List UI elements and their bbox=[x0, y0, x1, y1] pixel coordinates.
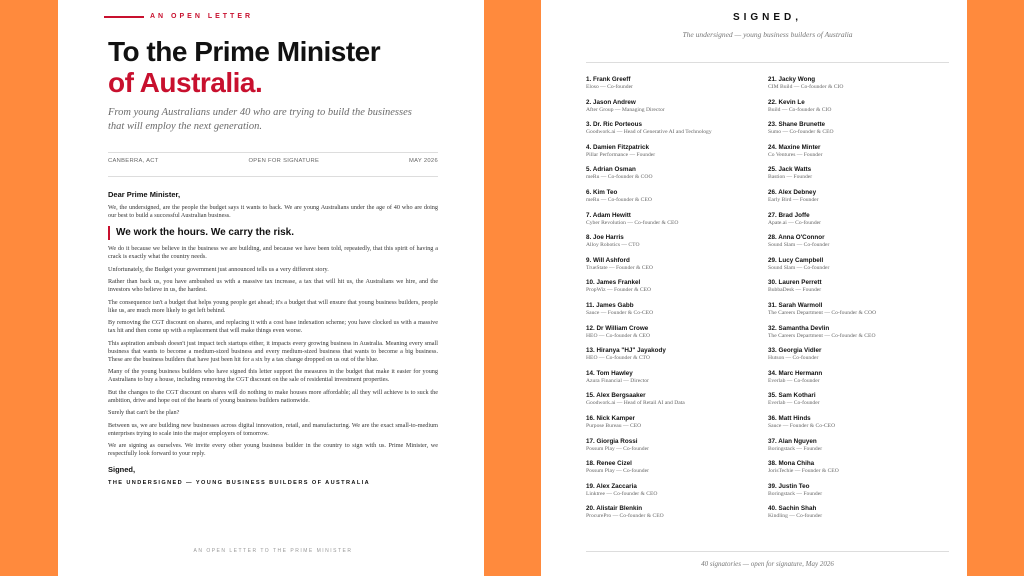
signatory-role: meRu — Co-founder & COO bbox=[586, 174, 653, 181]
signatory-entry bbox=[586, 460, 766, 483]
signatory-entry bbox=[586, 144, 766, 167]
signatory-role: Bastion — Founder bbox=[768, 174, 813, 181]
signatory-role: Azura Financial — Director bbox=[586, 377, 649, 384]
eyebrow-label: AN OPEN LETTER bbox=[150, 13, 254, 20]
signatory-entry bbox=[768, 144, 948, 167]
intro-paragraph: We, the undersigned, are the people the budget says it wants to back. We are young Australians under the age of 40 who are doing our best to build a successful Australian business. bbox=[108, 204, 438, 220]
signatory-entry bbox=[768, 76, 948, 99]
signatory-role: After Group — Managing Director bbox=[586, 106, 665, 113]
eyebrow bbox=[104, 13, 253, 20]
signatory-entry bbox=[586, 505, 766, 528]
signatory-name: 12. Dr William Crowe bbox=[586, 324, 649, 332]
signatory-entry bbox=[586, 234, 766, 257]
signatory-entry bbox=[768, 212, 948, 235]
title-line-2: of Australia. bbox=[108, 67, 263, 98]
signatory-entry bbox=[768, 370, 948, 393]
signatory-entry bbox=[586, 257, 766, 280]
signatory-role: Boringstack — Founder bbox=[768, 445, 823, 452]
signatories-footer: 40 signatories — open for signature, May 2026 bbox=[701, 560, 834, 568]
signatory-role: Co Ventures — Founder bbox=[768, 151, 823, 158]
signatory-name: 20. Alistair Blenkin bbox=[586, 505, 643, 513]
signatory-name: 38. Mona Chiha bbox=[768, 460, 815, 468]
signatory-entry bbox=[768, 166, 948, 189]
letter-meta bbox=[108, 158, 438, 164]
signatory-role: Goodwork.ai — Head of Retail AI and Data bbox=[586, 400, 685, 407]
body-paragraph: We do it because we believe in the business we are building, and because we have been told, repeatedly, that this spirit of having a crack is exactly what the country needs. bbox=[108, 245, 438, 261]
signatory-role: Everlab — Co-founder bbox=[768, 400, 820, 407]
signatory-name: 35. Sam Kothari bbox=[768, 392, 816, 400]
signatory-name: 4. Damien Fitzpatrick bbox=[586, 143, 649, 151]
signatory-entry bbox=[768, 121, 948, 144]
signatory-entry bbox=[768, 325, 948, 348]
signatory-role: Sauce — Founder & Co-CEO bbox=[768, 422, 836, 429]
signatory-role: HEO — Co-founder & CEO bbox=[586, 332, 651, 339]
signatory-name: 7. Adam Hewitt bbox=[586, 211, 631, 219]
signatories-column-2 bbox=[768, 76, 948, 528]
signatory-name: 34. Marc Hermann bbox=[768, 369, 823, 377]
signatory-role: PropWiz — Founder & CEO bbox=[586, 287, 652, 294]
signatory-name: 36. Matt Hinds bbox=[768, 414, 811, 422]
signatory-entry bbox=[768, 392, 948, 415]
signatories-title: SIGNED, bbox=[732, 12, 803, 23]
signatory-role: Eloso — Co-founder bbox=[586, 84, 633, 90]
signatory-name: 5. Adrian Osman bbox=[586, 166, 636, 174]
meta-divider-top bbox=[108, 152, 438, 153]
letter-body bbox=[108, 191, 438, 491]
body-paragraph: Surely that can't be the plan? bbox=[108, 409, 180, 417]
signatory-entry bbox=[586, 483, 766, 506]
body-paragraph: By removing the CGT discount on shares, and replacing it with a cost base indexation scheme; you have clocked us with a massive tax hit and then come up with a replacement that will make things even worse. bbox=[108, 319, 438, 335]
meta-date: MAY 2026 bbox=[409, 158, 438, 164]
signatory-entry bbox=[586, 189, 766, 212]
signatory-name: 27. Brad Joffe bbox=[768, 211, 810, 219]
signatory-name: 26. Alex Debney bbox=[768, 188, 817, 196]
title-line-1: To the Prime Minister bbox=[108, 36, 381, 67]
signatory-name: 33. Georgia Vidler bbox=[768, 347, 822, 355]
signatory-role: Everlab — Co-founder bbox=[768, 377, 820, 384]
body-paragraph: This aspiration ambush doesn't just impact tech startups either, it impacts every growing business in Australia. Meaning every small business that wants to become a medium-sized business and every medium-sized business that wants to become a big business. These are the business builders that have just been hit for a six by a tax change dropped on us out of the blue. bbox=[108, 339, 438, 363]
signatory-name: 24. Maxine Minter bbox=[768, 143, 821, 151]
signatory-name: 22. Kevin Le bbox=[768, 98, 805, 106]
signatory-entry bbox=[586, 76, 766, 99]
signatory-entry bbox=[768, 257, 948, 280]
signatory-entry bbox=[768, 302, 948, 325]
signatory-name: 29. Lucy Campbell bbox=[768, 256, 824, 264]
signatory-entry bbox=[768, 415, 948, 438]
signatory-name: 25. Jack Watts bbox=[768, 166, 812, 174]
signatory-role: The Careers Department — Co-founder & COO bbox=[768, 309, 877, 316]
signed-by: THE UNDERSIGNED — YOUNG BUSINESS BUILDERS OF AUSTRALIA bbox=[108, 479, 371, 486]
signatory-role: Early Bird — Founder bbox=[768, 196, 819, 203]
signatories-page bbox=[541, 0, 967, 576]
body-paragraph: Unfortunately, the Budget your government just announced tells us a very different story. bbox=[108, 265, 329, 273]
signatory-role: CIM Build — Co-founder & CIO bbox=[768, 84, 844, 90]
meta-status: OPEN FOR SIGNATURE bbox=[248, 158, 320, 164]
signatory-name: 1. Frank Greeff bbox=[586, 76, 631, 83]
signatory-name: 18. Renee Cizel bbox=[586, 460, 632, 468]
signatory-entry bbox=[586, 392, 766, 415]
signatory-entry bbox=[768, 347, 948, 370]
signatory-name: 11. James Gabb bbox=[586, 301, 634, 309]
signatory-name: 13. Hiranya "HJ" Jayakody bbox=[586, 347, 666, 355]
signatory-name: 2. Jason Andrew bbox=[586, 98, 636, 106]
signatory-entry bbox=[586, 279, 766, 302]
signatory-role: Sumo — Co-founder & CEO bbox=[768, 129, 834, 136]
signatory-role: The Careers Department — Co-founder & CEO bbox=[768, 332, 876, 339]
signatory-role: Possum Play — Co-founder bbox=[586, 445, 649, 452]
meta-divider-bottom bbox=[108, 176, 438, 177]
signatory-role: Possum Play — Co-founder bbox=[586, 468, 649, 475]
signatory-role: Alloy Robotics — CTO bbox=[586, 242, 640, 249]
signatory-entry bbox=[586, 121, 766, 144]
signatories-column-1 bbox=[586, 76, 766, 528]
signatory-entry bbox=[768, 189, 948, 212]
signatory-entry bbox=[586, 325, 766, 348]
signatory-name: 32. Samantha Devlin bbox=[768, 324, 830, 332]
signatory-entry bbox=[586, 99, 766, 122]
signatory-entry bbox=[768, 279, 948, 302]
body-paragraph: Many of the young business builders who have signed this letter support the measures in the budget that make it easier for young Australians to buy a house, including removing the CGT discount on the sale of residential investment properties. bbox=[108, 368, 438, 384]
signatory-name: 39. Justin Teo bbox=[768, 482, 810, 490]
signatory-role: JorisTechie — Founder & CEO bbox=[768, 468, 839, 475]
signatory-entry bbox=[586, 166, 766, 189]
signatory-name: 15. Alex Bergsaaker bbox=[586, 392, 646, 400]
signatory-name: 31. Sarah Warmoll bbox=[768, 301, 823, 309]
signatory-role: Purpose Bureau — CEO bbox=[586, 422, 642, 429]
signatory-name: 28. Anna O'Connor bbox=[768, 234, 825, 242]
body-paragraph: Rather than back us, you have ambushed us with a massive tax increase, a tax that will hit us, the Australians we hire, and the investors who believe in us, the hardest. bbox=[108, 278, 438, 294]
signatory-name: 30. Lauren Perrett bbox=[768, 279, 822, 287]
meta-location: CANBERRA, ACT bbox=[108, 158, 159, 164]
signatory-role: Sauce — Founder & Co-CEO bbox=[586, 309, 654, 316]
letter-title bbox=[108, 36, 380, 98]
signatory-name: 6. Kim Teo bbox=[586, 188, 618, 196]
signatory-entry bbox=[586, 347, 766, 370]
signatory-role: Kindling — Co-founder bbox=[768, 513, 823, 520]
signatory-entry bbox=[586, 212, 766, 235]
signatory-role: Sound Slam — Co-founder bbox=[768, 242, 830, 249]
signatory-role: TrueState — Founder & CEO bbox=[586, 264, 653, 271]
signatory-entry bbox=[768, 234, 948, 257]
eyebrow-rule bbox=[104, 16, 144, 18]
signatory-name: 8. Joe Harris bbox=[586, 234, 624, 242]
body-paragraph: Between us, we are building new businesses across digital innovation, retail, and manufacturing. We are the exact small-to-medium enterprises trying to scale into the major employers of tomorrow. bbox=[108, 421, 438, 437]
signatory-name: 9. Will Ashford bbox=[586, 256, 630, 264]
body-paragraph: But the changes to the CGT discount on shares will do nothing to make houses more affordable; all they will achieve is to suck the ambition, drive and hope out of the hearts of young business builders nationwide. bbox=[108, 388, 438, 404]
signatory-name: 3. Dr. Ric Porteous bbox=[586, 121, 642, 129]
signatory-entry bbox=[768, 99, 948, 122]
signatory-role: Boringstack — Founder bbox=[768, 490, 823, 497]
signatory-role: Linktree — Co-founder & CEO bbox=[586, 490, 658, 497]
body-paragraph: The consequence isn't a budget that helps young people get ahead; it's a budget that will ensure that young business builders, people like us, are much more likely to get left behind. bbox=[108, 298, 438, 314]
signatory-name: 17. Giorgia Rossi bbox=[586, 437, 638, 445]
signatory-entry bbox=[586, 302, 766, 325]
letter-page bbox=[58, 0, 484, 576]
signatory-name: 19. Alex Zaccaria bbox=[586, 482, 637, 490]
signatory-entry bbox=[768, 438, 948, 461]
signatory-entry bbox=[586, 415, 766, 438]
letter-subtitle: From young Australians under 40 who are trying to build the businesses that will employ the next generation. bbox=[108, 107, 412, 132]
signatory-entry bbox=[586, 370, 766, 393]
signatory-role: Hutson — Co-founder bbox=[768, 355, 819, 362]
signatory-name: 37. Alan Nguyen bbox=[768, 437, 817, 445]
signatory-role: Build — Co-founder & CIO bbox=[768, 106, 832, 113]
signatory-role: Apate.ai — Co-founder bbox=[768, 219, 821, 226]
signatory-name: 21. Jacky Wong bbox=[768, 76, 816, 83]
signatory-role: ProcurePro — Co-founder & CEO bbox=[586, 513, 664, 520]
signatory-entry bbox=[768, 460, 948, 483]
signatory-role: HEO — Co-founder & CTO bbox=[586, 355, 650, 362]
signatory-entry bbox=[586, 438, 766, 461]
pull-quote: We work the hours. We carry the risk. bbox=[108, 226, 438, 240]
salutation: Dear Prime Minister, bbox=[108, 190, 181, 199]
signatories-subtitle: The undersigned — young business builders of Australia bbox=[682, 30, 853, 39]
signatory-role: Pillar Performance — Founder bbox=[586, 151, 656, 158]
signatory-entry bbox=[768, 483, 948, 506]
signatory-role: Cyber Revolution — Co-founder & CEO bbox=[586, 219, 679, 226]
sign-off: Signed, bbox=[108, 465, 136, 475]
signatory-name: 10. James Frankel bbox=[586, 279, 641, 287]
signatory-entry bbox=[768, 505, 948, 528]
letter-footer: AN OPEN LETTER TO THE PRIME MINISTER bbox=[193, 548, 353, 554]
signatory-role: Sound Slam — Co-founder bbox=[768, 264, 830, 271]
body-paragraph: We are signing as ourselves. We invite every other young business builder in the country to sign with us. Prime Minister, we respectfully look forward to your reply. bbox=[108, 442, 438, 458]
signatory-role: Goodwork.ai — Head of Generative AI and Technology bbox=[586, 129, 712, 136]
signatory-name: 23. Shane Brunette bbox=[768, 121, 826, 129]
signatory-role: meRu — Co-founder & CEO bbox=[586, 196, 652, 203]
signatory-name: 14. Tom Hawley bbox=[586, 369, 633, 377]
signatories-divider-bottom bbox=[586, 551, 949, 552]
signatory-name: 40. Sachin Shah bbox=[768, 505, 817, 513]
signatory-role: BubbaDesk — Founder bbox=[768, 287, 822, 294]
signatory-name: 16. Nick Kamper bbox=[586, 414, 636, 422]
signatories-divider-top bbox=[586, 62, 949, 63]
